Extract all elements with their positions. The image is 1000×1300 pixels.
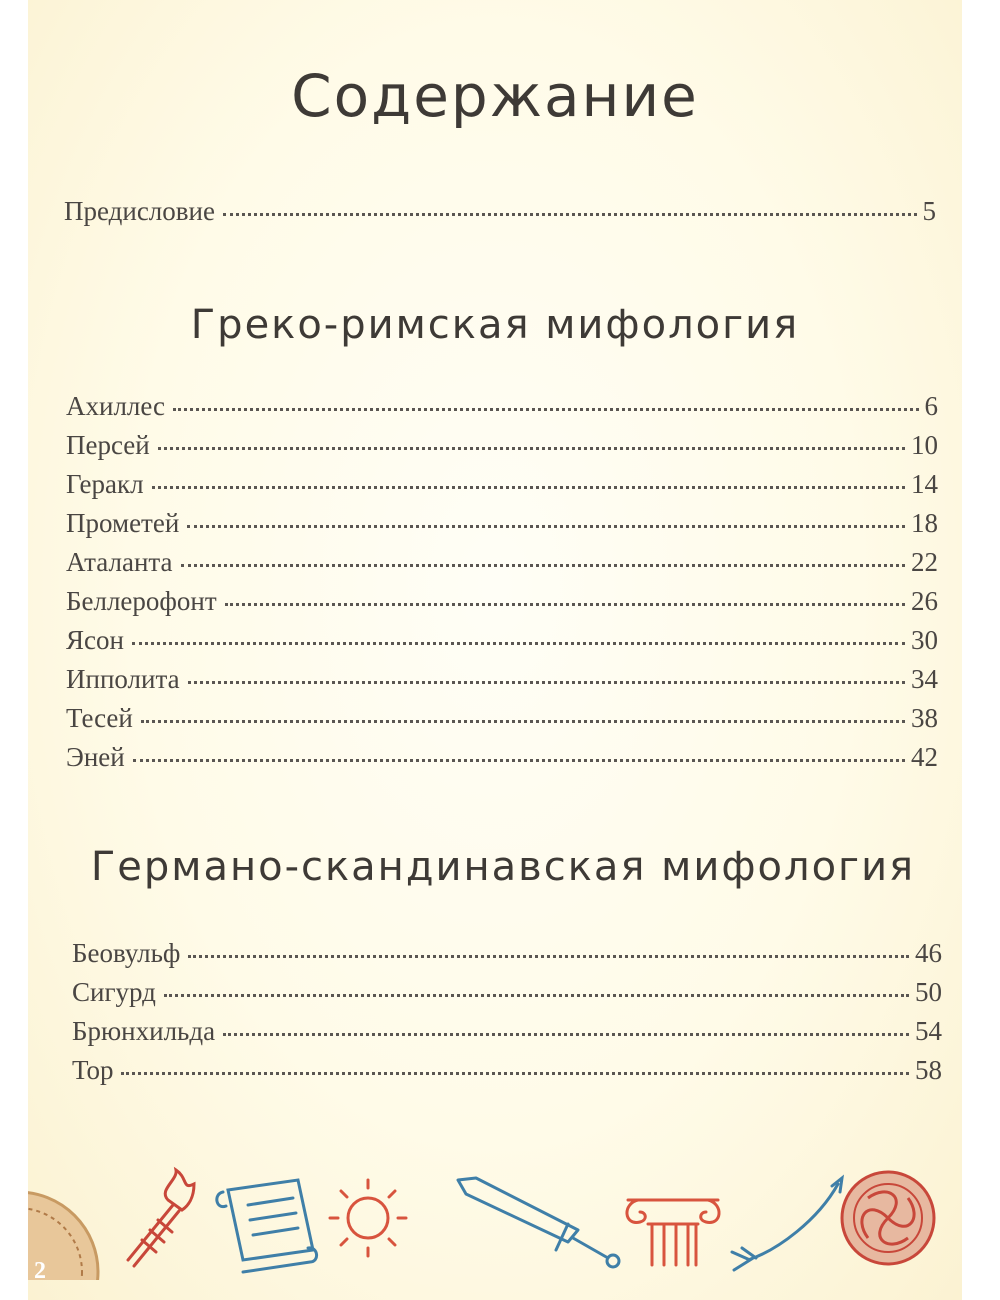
toc-entry[interactable] (72, 938, 942, 969)
toc-page (28, 0, 962, 1300)
toc-entry-page: 30 (911, 625, 938, 655)
toc-entry-label: Аталанта (66, 547, 173, 577)
toc-entry-page: 6 (924, 391, 938, 421)
toc-entry[interactable] (66, 742, 938, 773)
toc-entry-label: Беовульф (72, 938, 181, 968)
toc-entry[interactable] (66, 703, 938, 734)
toc-entry-page: 54 (915, 1016, 942, 1046)
toc-entry[interactable] (66, 430, 938, 461)
dot-leader (223, 213, 917, 216)
toc-entry-label: Беллерофонт (66, 586, 217, 616)
toc-entry-page: 42 (911, 742, 938, 772)
footer-icons (28, 1160, 962, 1280)
toc-entry-page: 14 (911, 469, 938, 499)
toc-entry[interactable] (66, 469, 938, 500)
dot-leader (181, 564, 905, 567)
toc-entry-label: Тесей (66, 703, 133, 733)
toc-entry-label: Геракл (66, 469, 144, 499)
celtic-knot-medallion-icon (842, 1172, 934, 1264)
toc-entry[interactable] (66, 391, 938, 422)
toc-entry-page: 58 (915, 1055, 942, 1085)
dot-leader (188, 681, 905, 684)
dot-leader (225, 603, 905, 606)
toc-entry-label: Ипполита (66, 664, 180, 694)
dot-leader (164, 994, 909, 997)
page-title: Содержание (291, 62, 699, 130)
section-title-greco-roman: Греко-римская мифология (190, 302, 800, 348)
dot-leader (133, 759, 905, 762)
torch-icon (128, 1170, 194, 1266)
toc-entry[interactable] (66, 586, 938, 617)
toc-entry-preface[interactable] (64, 196, 936, 227)
sword-icon (458, 1178, 619, 1267)
toc-entry-page: 46 (915, 938, 942, 968)
page-number: 2 (34, 1258, 46, 1284)
dot-leader (141, 720, 905, 723)
toc-entry-page: 22 (911, 547, 938, 577)
arrow-icon (732, 1178, 842, 1270)
toc-entry-label: Предисловие (64, 196, 215, 226)
toc-entry[interactable] (66, 547, 938, 578)
dot-leader (158, 447, 905, 450)
toc-entry-page: 38 (911, 703, 938, 733)
section-title-germanic-norse: Германо-скандинавская мифология (90, 844, 916, 890)
toc-entry-page: 18 (911, 508, 938, 538)
toc-entry-page: 5 (922, 196, 936, 226)
toc-entry[interactable] (66, 625, 938, 656)
toc-entry[interactable] (66, 664, 938, 695)
toc-entry-label: Прометей (66, 508, 180, 538)
toc-entry[interactable] (72, 1055, 942, 1086)
toc-entry[interactable] (72, 1016, 942, 1047)
toc-entry-label: Брюнхильда (72, 1016, 216, 1046)
toc-entry[interactable] (66, 508, 938, 539)
toc-entry-label: Тор (72, 1055, 114, 1085)
sun-icon (330, 1180, 406, 1256)
scroll-icon (217, 1180, 317, 1272)
dot-leader (121, 1072, 909, 1075)
dot-leader (188, 955, 909, 958)
dot-leader (132, 642, 905, 645)
toc-entry-label: Ясон (66, 625, 124, 655)
dot-leader (152, 486, 905, 489)
toc-entry-label: Ахиллес (66, 391, 166, 421)
toc-entry[interactable] (72, 977, 942, 1008)
toc-entry-page: 34 (911, 664, 938, 694)
toc-entry-label: Персей (66, 430, 150, 460)
toc-entry-label: Эней (66, 742, 125, 772)
toc-entry-page: 10 (911, 430, 938, 460)
dot-leader (173, 408, 918, 411)
toc-entry-label: Сигурд (72, 977, 156, 1007)
dot-leader (223, 1033, 909, 1036)
toc-entry-page: 50 (915, 977, 942, 1007)
column-capital-icon (627, 1200, 719, 1265)
toc-entry-page: 26 (911, 586, 938, 616)
dot-leader (187, 525, 905, 528)
